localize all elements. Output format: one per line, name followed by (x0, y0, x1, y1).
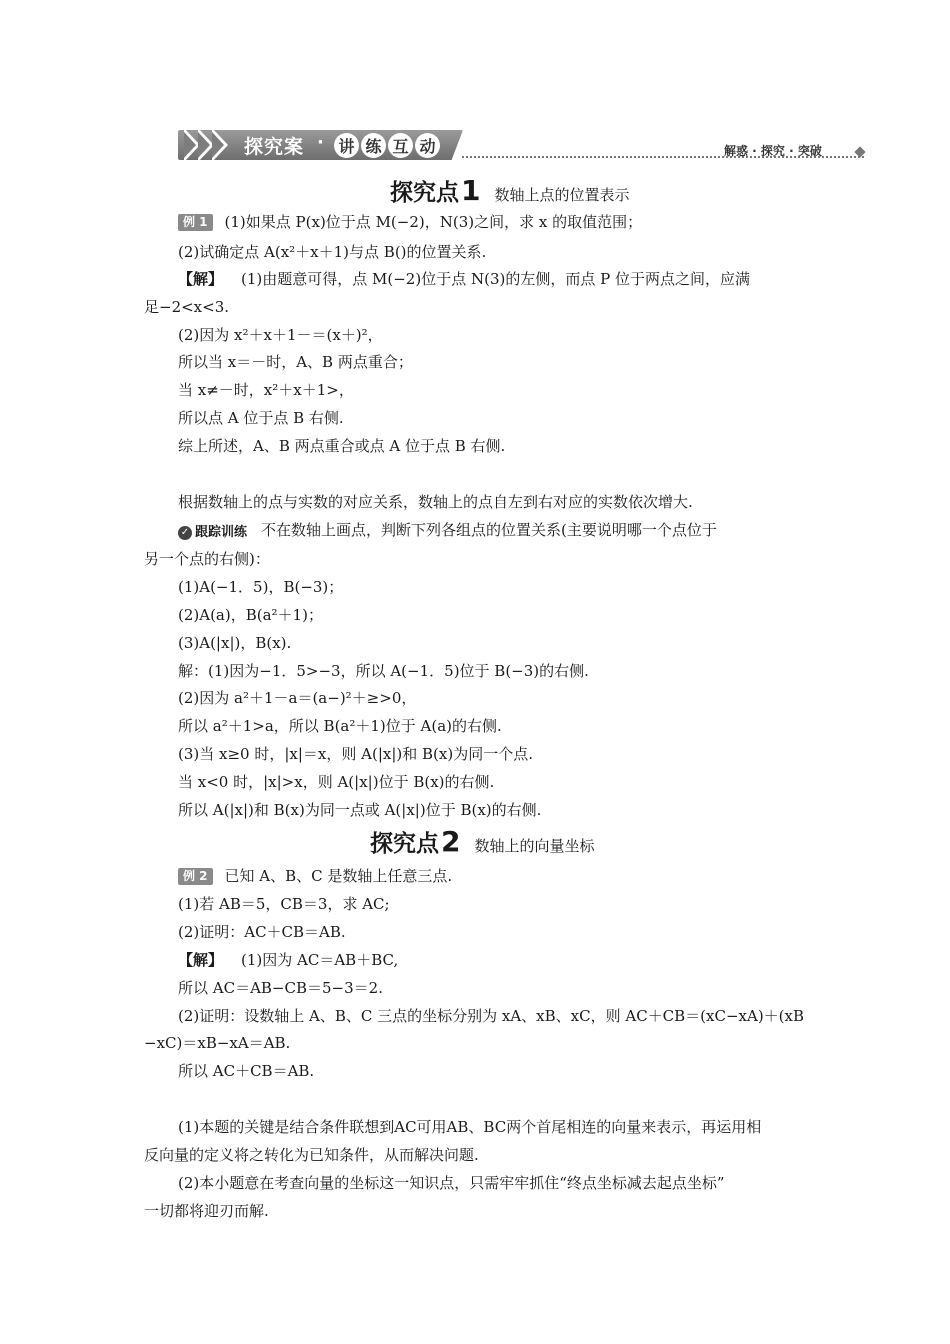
check-icon: ✓ (178, 526, 192, 540)
section-label: 探究点 (390, 180, 459, 206)
circled-char: 练 (361, 133, 386, 158)
text-line: (2)因为 x²＋x＋1－＝(x＋)²， (178, 326, 383, 344)
text-line (178, 950, 398, 970)
example-tag: 例 1 (178, 214, 213, 231)
banner-title: 探究案 (244, 136, 305, 158)
text-line: 另一个点的右侧)： (144, 550, 270, 568)
text-line: −xC)＝xB−xA＝AB. (144, 1034, 291, 1052)
chevron-icon-inner (184, 132, 196, 158)
text-line: 解：(1)因为−1．5>−3，所以 A(−1．5)位于 B(−3)的右侧. (178, 662, 589, 680)
text-line (178, 269, 750, 289)
text-line: (2)本小题意在考查向量的坐标这一知识点，只需牢牢抓住“终点坐标减去起点坐标” (178, 1174, 725, 1192)
line-text: (1)如果点 P(x)位于点 M(−2)，N(3)之间，求 x 的取值范围； (224, 213, 643, 231)
section-heading-1 (390, 174, 630, 207)
text-line: 所以当 x＝－时，A、B 两点重合； (178, 353, 413, 371)
circled-char: 讲 (334, 133, 359, 158)
section-number: 1 (461, 174, 481, 207)
text-line: (2)试确定点 A(x²＋x＋1)与点 B()的位置关系. (178, 243, 487, 261)
text-line: 足−2<x<3. (144, 298, 230, 316)
chevron-icon-inner (198, 132, 210, 158)
tracking-label: 跟踪训练 (195, 525, 248, 540)
text-line: (1)若 AB＝5，CB＝3，求 AC; (178, 895, 390, 913)
banner-separator: · (317, 132, 324, 153)
circled-title (334, 133, 440, 158)
solution-tag: 【解】 (178, 951, 224, 969)
text-line: 所以 A(|x|)和 B(x)为同一点或 A(|x|)位于 B(x)的右侧. (178, 801, 542, 819)
text-line: 根据数轴上的点与实数的对应关系，数轴上的点自左到右对应的实数依次增大. (178, 493, 693, 511)
line-text: (1)由题意可得，点 M(−2)位于点 N(3)的左侧，而点 P 位于两点之间，应满 (241, 270, 750, 288)
solution-tag: 【解】 (178, 270, 224, 288)
text-line: 所以点 A 位于点 B 右侧. (178, 409, 344, 427)
line-text: 不在数轴上画点，判断下列各组点的位置关系(主要说明哪一个点位于 (261, 521, 717, 539)
text-line: (3)A(|x|)，B(x). (178, 634, 292, 652)
text-line: 综上所述，A、B 两点重合或点 A 位于点 B 右侧. (178, 437, 506, 455)
example-tag: 例 2 (178, 868, 213, 885)
section-number: 2 (441, 825, 461, 858)
text-line: 当 x<0 时，|x|>x，则 A(|x|)位于 B(x)的右侧. (178, 773, 495, 791)
text-line (178, 520, 717, 543)
text-line: (2)因为 a²＋1－a＝(a−)²＋≥>0， (178, 689, 417, 707)
text-line: (1)本题的关键是结合条件联想到AC可用AB、BC两个首尾相连的向量来表示，再运用相 (178, 1118, 762, 1136)
section-subtitle: 数轴上的向量坐标 (474, 837, 595, 855)
text-line: (2)证明：AC＋CB＝AB. (178, 923, 346, 941)
text-line: 一切都将迎刃而解. (144, 1202, 269, 1220)
text-line: (2)A(a)，B(a²＋1)； (178, 606, 323, 624)
text-line: 所以 AC＋CB＝AB. (178, 1062, 315, 1080)
text-line: (1)A(−1．5)，B(−3)； (178, 578, 344, 596)
text-line: (2)证明：设数轴上 A、B、C 三点的坐标分别为 xA、xB、xC，则 AC＋CB＝(xC−xA)＋(xB (178, 1007, 805, 1025)
text-line: 所以 a²＋1>a，所以 B(a²＋1)位于 A(a)的右侧. (178, 717, 502, 735)
text-line: 所以 AC＝AB−CB＝5−3＝2. (178, 979, 383, 997)
line-text: (1)因为 AC＝AB＋BC, (241, 951, 399, 969)
circled-char: 动 (415, 133, 440, 158)
tracking-tag (178, 523, 247, 543)
text-line (178, 212, 642, 232)
section-subtitle: 数轴上点的位置表示 (494, 186, 630, 204)
text-line: 当 x≠－时，x²＋x＋1>， (178, 381, 354, 399)
circled-char: 互 (388, 133, 413, 158)
line-text: 已知 A、B、C 是数轴上任意三点. (224, 867, 453, 885)
section-heading-2 (370, 825, 595, 858)
text-line: 反向量的定义将之转化为已知条件，从而解决问题. (144, 1146, 479, 1164)
text-line: (3)当 x≥0 时，|x|＝x，则 A(|x|)和 B(x)为同一个点. (178, 745, 533, 763)
header-right-tag: 解惑 · 探究 · 突破 (724, 144, 822, 158)
section-label: 探究点 (370, 831, 439, 857)
chevron-icon-inner (212, 132, 224, 158)
text-line (178, 866, 452, 886)
